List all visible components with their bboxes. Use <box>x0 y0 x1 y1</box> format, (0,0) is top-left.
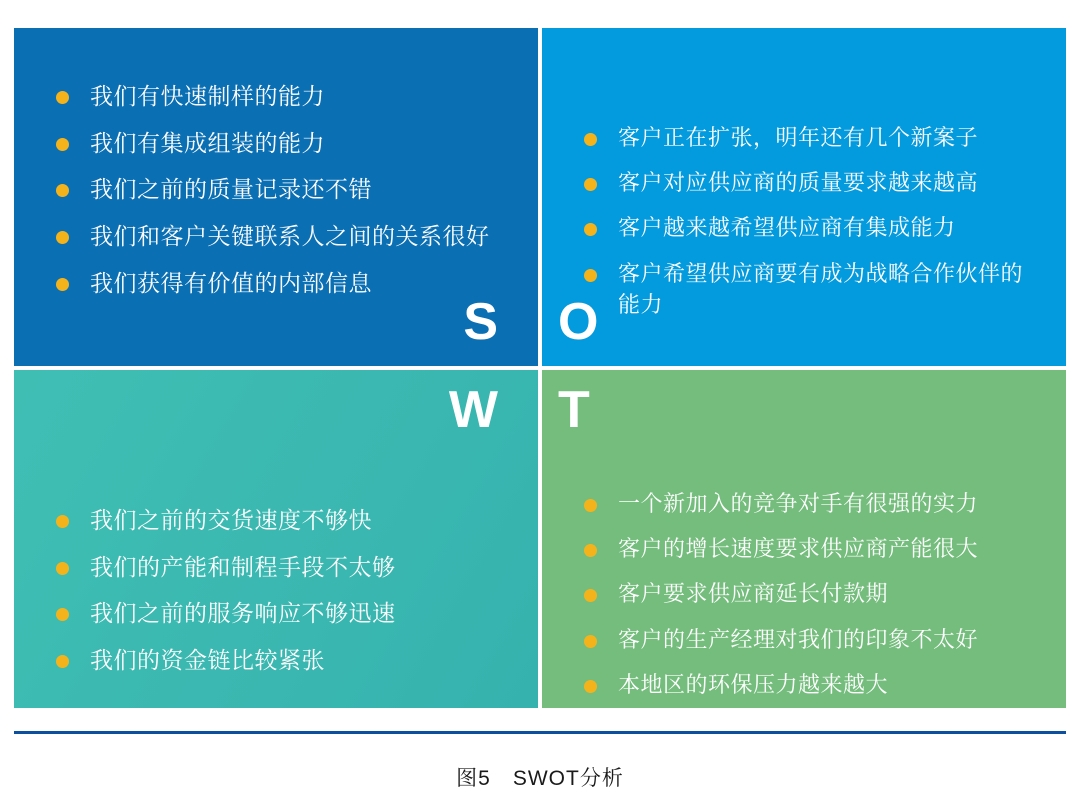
list-item: 客户希望供应商要有成为战略合作伙伴的能力 <box>576 258 1032 320</box>
opportunities-list <box>576 122 1032 320</box>
list-item: 本地区的环保压力越来越大 <box>576 669 1032 700</box>
list-item: 客户的生产经理对我们的印象不太好 <box>576 624 1032 655</box>
swot-matrix <box>14 28 1066 708</box>
list-item: 我们有集成组装的能力 <box>48 127 504 160</box>
threats-letter: T <box>558 381 590 439</box>
threats-list <box>576 488 1032 700</box>
strengths-letter: S <box>463 293 498 351</box>
list-item: 客户对应供应商的质量要求越来越高 <box>576 167 1032 198</box>
list-item: 一个新加入的竞争对手有很强的实力 <box>576 488 1032 519</box>
list-item: 客户要求供应商延长付款期 <box>576 578 1032 609</box>
swot-quadrant-weaknesses <box>14 370 538 708</box>
list-item: 我们的资金链比较紧张 <box>48 644 504 677</box>
swot-quadrant-opportunities <box>542 28 1066 366</box>
list-item: 客户正在扩张，明年还有几个新案子 <box>576 122 1032 153</box>
weaknesses-letter: W <box>448 381 498 439</box>
list-item: 我们之前的交货速度不够快 <box>48 504 504 537</box>
swot-quadrant-strengths <box>14 28 538 366</box>
figure-caption: 图5 SWOT分析 <box>456 767 624 790</box>
list-item: 客户越来越希望供应商有集成能力 <box>576 212 1032 243</box>
list-item: 我们和客户关键联系人之间的关系很好 <box>48 220 504 253</box>
list-item: 我们的产能和制程手段不太够 <box>48 551 504 584</box>
list-item: 我们之前的服务响应不够迅速 <box>48 597 504 630</box>
opportunities-letter: O <box>558 293 599 351</box>
list-item: 我们有快速制样的能力 <box>48 80 504 113</box>
list-item: 我们之前的质量记录还不错 <box>48 173 504 206</box>
list-item: 客户的增长速度要求供应商产能很大 <box>576 533 1032 564</box>
strengths-list <box>48 80 504 299</box>
weaknesses-list <box>48 504 504 677</box>
swot-quadrant-threats <box>542 370 1066 708</box>
footer-divider <box>14 731 1066 734</box>
list-item: 我们获得有价值的内部信息 <box>48 267 504 300</box>
